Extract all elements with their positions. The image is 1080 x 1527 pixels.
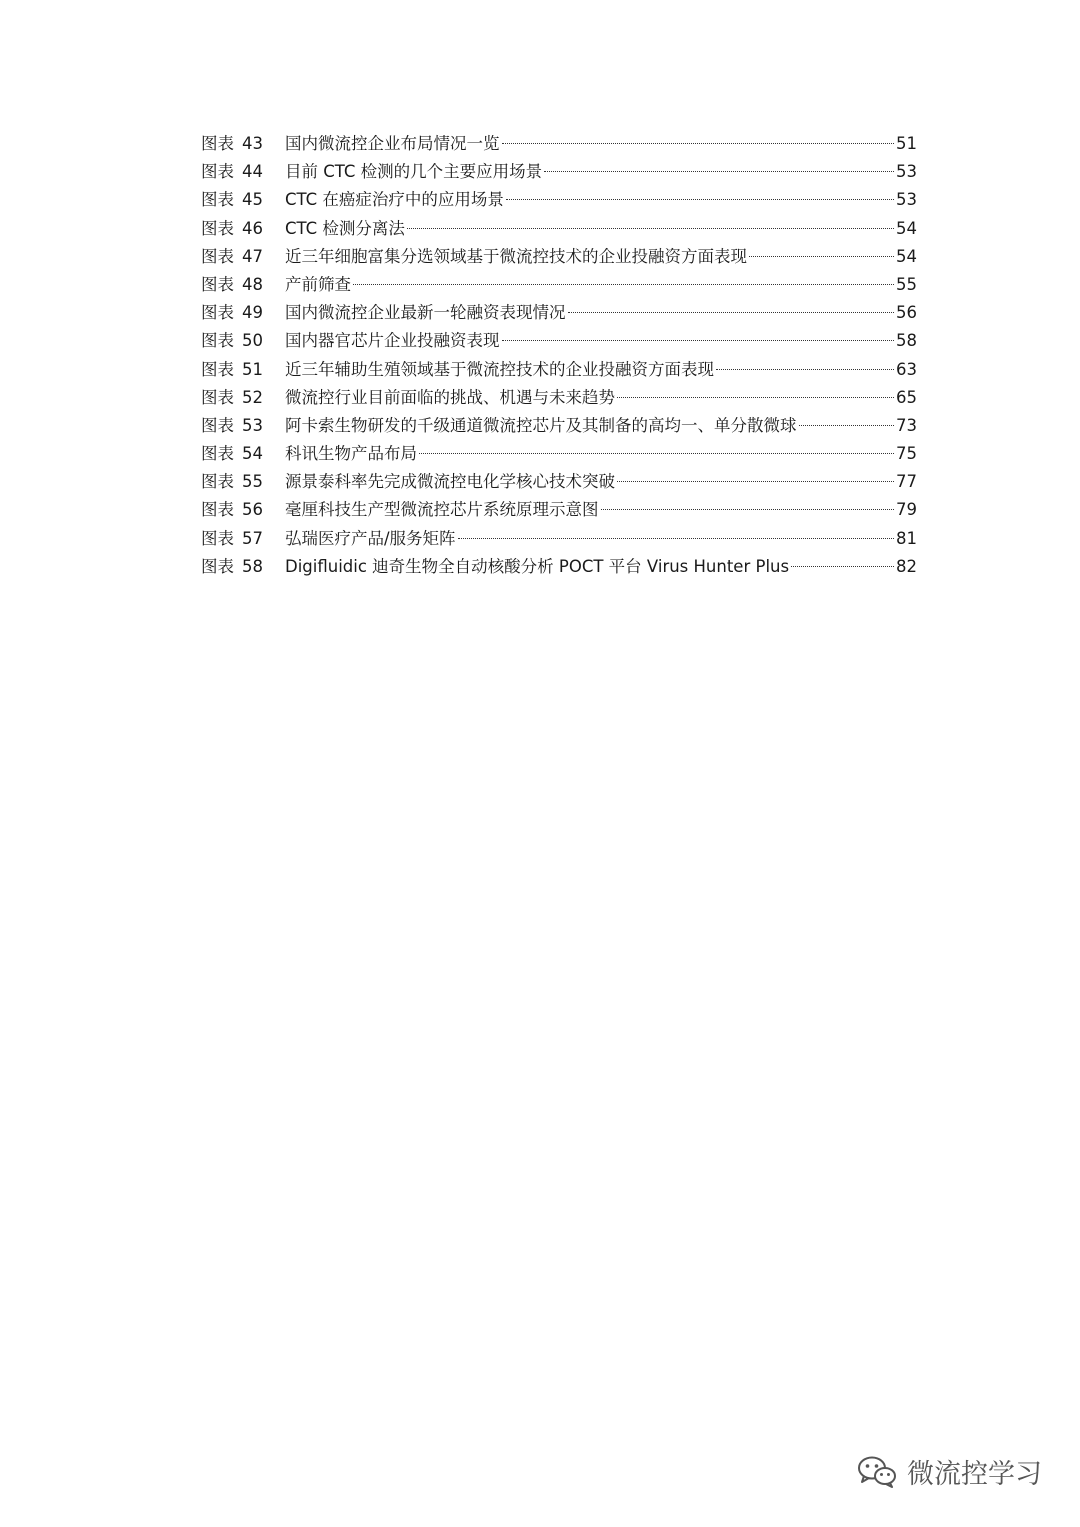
page-number: 56 [896,303,917,323]
toc-row[interactable] [201,384,917,412]
figure-number: 43 [242,134,263,153]
figure-prefix: 图表 [201,274,234,294]
page-number: 58 [896,331,917,351]
figure-number: 53 [242,415,263,435]
toc-row[interactable] [201,327,917,355]
dot-leader [601,509,895,510]
toc-row[interactable] [201,468,917,496]
figure-label [201,271,285,299]
figure-number: 57 [242,528,263,548]
figure-label [201,327,285,355]
page-number: 54 [896,218,917,238]
toc-row[interactable] [201,186,917,214]
toc-row[interactable] [201,412,917,440]
page-number: 75 [896,444,917,464]
page-number: 53 [896,190,917,210]
figure-label [201,158,285,186]
page-number: 79 [896,500,917,520]
dot-leader [749,256,894,257]
toc-row[interactable] [201,243,917,271]
page-number: 55 [896,274,917,294]
figure-title: 国内微流控企业布局情况一览 [285,134,500,153]
figure-prefix: 图表 [201,331,234,351]
figure-prefix: 图表 [201,444,234,464]
figure-label [201,356,285,384]
wechat-icon [857,1455,897,1489]
figure-prefix: 图表 [201,134,234,153]
figure-prefix: 图表 [201,528,234,548]
page-number: 63 [896,359,917,379]
figure-prefix: 图表 [201,387,234,407]
figure-title: 产前筛查 [285,274,351,294]
toc-row[interactable] [201,525,917,553]
figure-number: 58 [242,556,263,576]
page-number: 54 [896,246,917,266]
figure-number: 45 [242,190,263,210]
dot-leader [544,171,894,172]
page-number: 51 [896,134,917,153]
dot-leader [568,312,895,313]
figure-prefix: 图表 [201,190,234,210]
dot-leader [458,538,894,539]
figure-prefix: 图表 [201,303,234,323]
page-number: 81 [896,528,917,548]
figure-number: 54 [242,444,263,464]
watermark [857,1452,1042,1491]
figure-title: CTC 在癌症治疗中的应用场景 [285,190,504,210]
dot-leader [716,369,894,370]
figure-title: 科讯生物产品布局 [285,444,417,464]
figure-label [201,215,285,243]
figure-index-list [201,130,917,581]
figure-title: 国内微流控企业最新一轮融资表现情况 [285,303,566,323]
figure-number: 56 [242,500,263,520]
figure-label [201,243,285,271]
figure-prefix: 图表 [201,162,234,182]
figure-number: 52 [242,387,263,407]
figure-prefix: 图表 [201,218,234,238]
figure-prefix: 图表 [201,415,234,435]
figure-prefix: 图表 [201,472,234,492]
figure-number: 48 [242,274,263,294]
figure-title: 微流控行业目前面临的挑战、机遇与未来趋势 [285,387,615,407]
figure-title: 近三年辅助生殖领域基于微流控技术的企业投融资方面表现 [285,359,714,379]
toc-row[interactable] [201,299,917,327]
figure-number: 49 [242,303,263,323]
dot-leader [502,340,895,341]
figure-prefix: 图表 [201,556,234,576]
figure-label [201,525,285,553]
figure-label [201,130,285,158]
figure-label [201,299,285,327]
figure-prefix: 图表 [201,359,234,379]
dot-leader [617,397,894,398]
figure-label [201,468,285,496]
figure-prefix: 图表 [201,246,234,266]
figure-label [201,440,285,468]
toc-row[interactable] [201,271,917,299]
toc-row[interactable] [201,215,917,243]
figure-number: 51 [242,359,263,379]
figure-title: CTC 检测分离法 [285,218,405,238]
figure-number: 50 [242,331,263,351]
page-number: 65 [896,387,917,407]
figure-number: 44 [242,162,263,182]
dot-leader [506,199,894,200]
toc-row[interactable] [201,356,917,384]
dot-leader [799,425,895,426]
page-number: 77 [896,472,917,492]
dot-leader [502,143,895,144]
page-number: 53 [896,162,917,182]
figure-label [201,384,285,412]
dot-leader [407,228,894,229]
toc-row[interactable] [201,553,917,581]
toc-row[interactable] [201,130,917,158]
dot-leader [353,284,894,285]
dot-leader [617,481,894,482]
dot-leader [419,453,894,454]
figure-label [201,553,285,581]
figure-title: 目前 CTC 检测的几个主要应用场景 [285,162,543,182]
toc-row[interactable] [201,496,917,524]
figure-label [201,412,285,440]
page-number: 73 [896,415,917,435]
dot-leader [791,566,894,567]
watermark-text: 微流控学习 [907,1459,1042,1490]
figure-number: 47 [242,246,263,266]
figure-title: 毫厘科技生产型微流控芯片系统原理示意图 [285,500,599,520]
toc-row[interactable] [201,158,917,186]
figure-title: 国内器官芯片企业投融资表现 [285,331,500,351]
figure-prefix: 图表 [201,500,234,520]
figure-label [201,186,285,214]
toc-row[interactable] [201,440,917,468]
figure-label [201,496,285,524]
figure-number: 46 [242,218,263,238]
figure-number: 55 [242,472,263,492]
figure-title: Digifluidic 迪奇生物全自动核酸分析 POCT 平台 Virus Hunter Plus [285,556,790,576]
figure-title: 近三年细胞富集分选领域基于微流控技术的企业投融资方面表现 [285,246,747,266]
page-number: 82 [896,556,917,576]
figure-title: 源景泰科率先完成微流控电化学核心技术突破 [285,472,615,492]
figure-title: 阿卡索生物研发的千级通道微流控芯片及其制备的高均一、单分散微球 [285,415,797,435]
figure-title: 弘瑞医疗产品/服务矩阵 [285,528,456,548]
